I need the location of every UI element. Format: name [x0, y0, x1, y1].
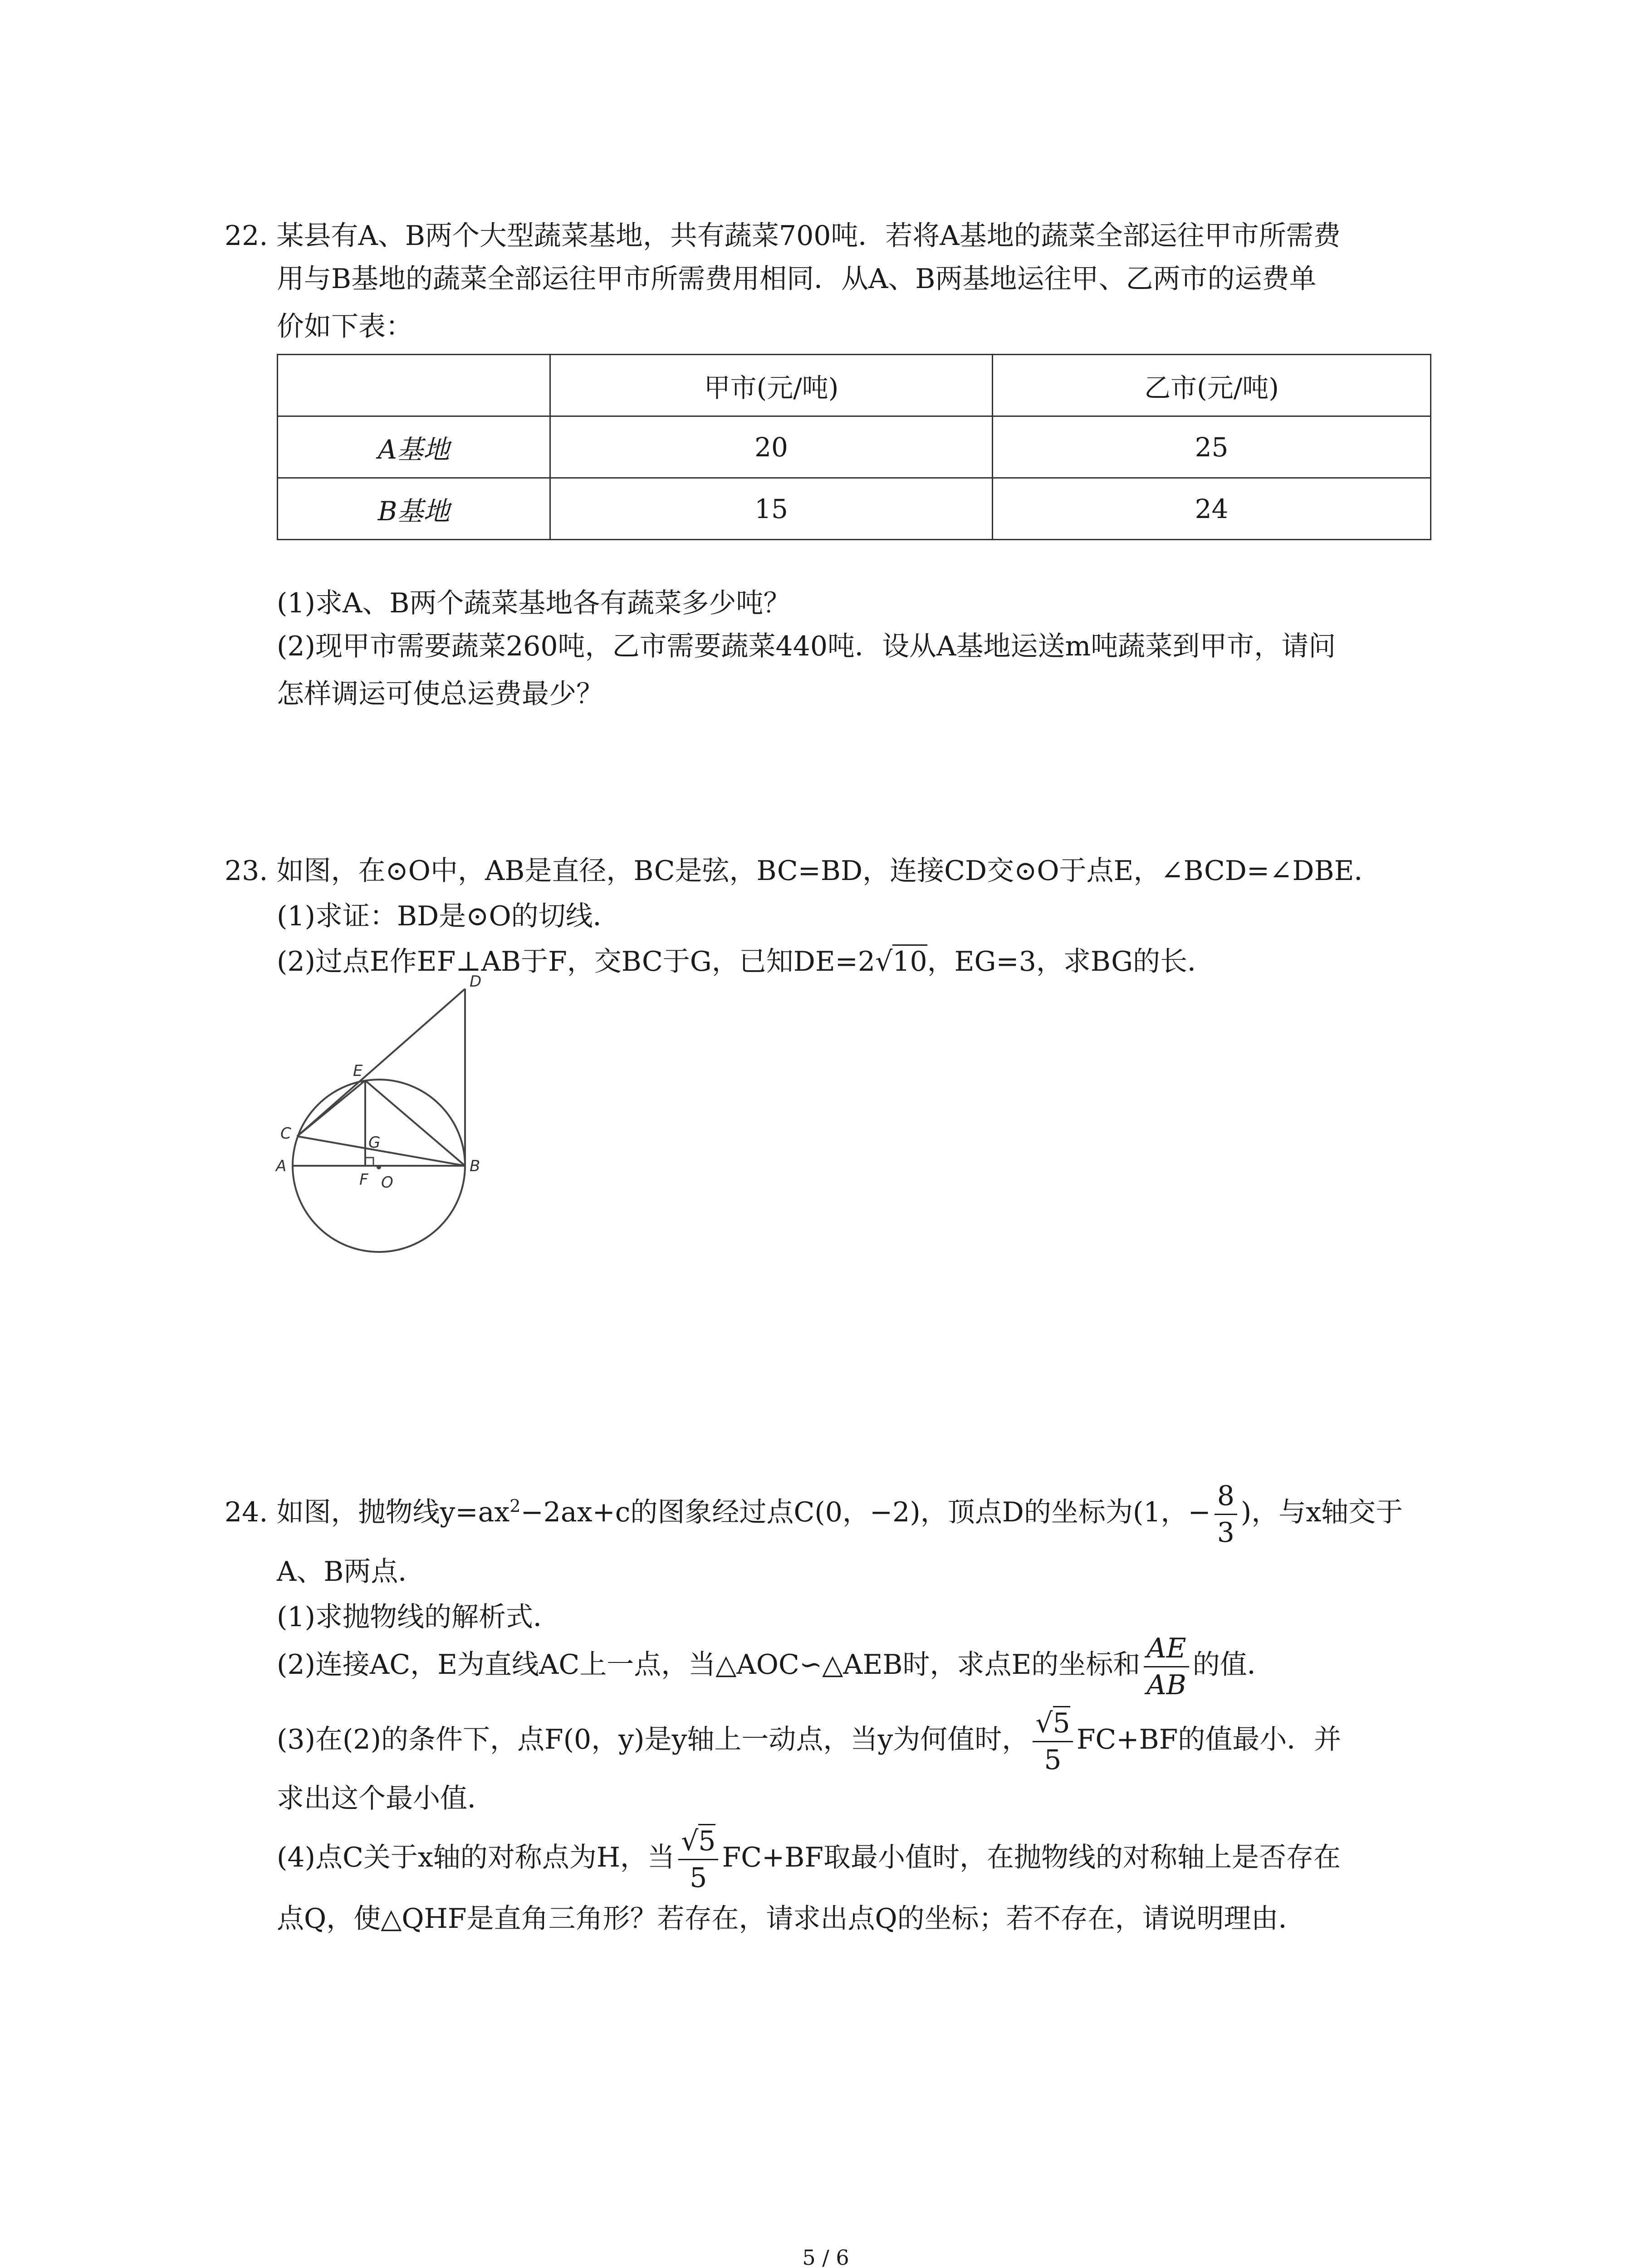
q24-line1-mid: −2ax+c的图象经过点C(0，−2)，顶点D的坐标为(1，− [520, 1496, 1211, 1528]
center-point-o [377, 1165, 381, 1169]
label-g: G [368, 1134, 381, 1152]
q23-line1: 23. 如图，在⊙O中，AB是直径，BC是弦，BC=BD，连接CD交⊙O于点E，∠BCD=∠DBE． [225, 855, 1381, 887]
table-header-cell [278, 355, 550, 416]
table-cell: 15 [550, 478, 993, 540]
q23-part1: (1)求证：BD是⊙O的切线． [277, 900, 620, 932]
table-header-row [278, 355, 1431, 416]
q23-part2-post: ，EG=3，求BG的长． [927, 946, 1215, 978]
q23-part2-pre: (2)过点E作EF⊥AB于F，交BC于G，已知DE=2 [277, 946, 876, 978]
q24-part4 [277, 1819, 1341, 1896]
label-e: E [353, 1062, 363, 1080]
q24-line1-pre: 24. 如图，抛物线y=ax [225, 1496, 510, 1528]
label-c: C [280, 1124, 291, 1143]
table-cell: 25 [993, 416, 1431, 478]
fraction-8-3 [1215, 1478, 1237, 1550]
segment-ce [297, 1080, 365, 1136]
page-number: 5 / 6 [802, 2245, 849, 2268]
q24-part1: (1)求抛物线的解析式． [277, 1601, 560, 1633]
q24-part3b: 求出这个最小值． [277, 1783, 495, 1814]
fraction-denominator: 5 [1044, 1744, 1062, 1776]
q22-line2: 用与B基地的蔬菜全部运往甲市所需费用相同．从A、B两基地运往甲、乙两市的运费单 [277, 263, 1317, 295]
radicand: 5 [1053, 1706, 1070, 1739]
label-o: O [381, 1173, 393, 1192]
label-a: A [276, 1157, 287, 1175]
fraction-numerator: AE [1144, 1631, 1189, 1667]
fraction-sqrt5-5 [678, 1823, 718, 1896]
q22-line1: 22. 某县有A、B两个大型蔬菜基地，共有蔬菜700吨．若将A基地的蔬菜全部运往甲市所需费 [225, 220, 1341, 252]
fraction-numerator: √5 [678, 1823, 718, 1860]
fraction-numerator: 8 [1215, 1478, 1237, 1515]
q22-part2b: 怎样调运可使总运费最少？ [277, 678, 603, 710]
table-cell: A基地 [278, 416, 550, 478]
q24-part2-post: 的值． [1192, 1649, 1274, 1681]
q22-part1: (1)求A、B两个蔬菜基地各有蔬菜多少吨？ [277, 587, 791, 619]
q23-part2 [277, 943, 1215, 980]
fraction-denominator: AB [1146, 1669, 1186, 1701]
fraction-ae-ab [1144, 1631, 1189, 1703]
table-row [278, 416, 1431, 478]
fraction-denominator: 3 [1217, 1516, 1234, 1549]
q24-part3 [277, 1701, 1341, 1778]
table-cell: B基地 [278, 478, 550, 540]
segment-cb [297, 1136, 465, 1166]
freight-table [277, 354, 1431, 540]
fraction-sqrt5-5 [1033, 1706, 1073, 1778]
q22-line3: 价如下表： [277, 311, 413, 342]
circle-geometry-figure [245, 975, 517, 1270]
segment-dc [297, 989, 465, 1136]
table-cell: 24 [993, 478, 1431, 540]
label-b: B [470, 1157, 480, 1175]
q22-part2a: (2)现甲市需要蔬菜260吨，乙市需要蔬菜440吨．设从A基地运送m吨蔬菜到甲市，请问 [277, 631, 1336, 662]
table-header-cell: 甲市(元/吨) [550, 355, 993, 416]
segment-eb [365, 1080, 465, 1166]
radicand: 5 [698, 1824, 715, 1857]
q24-part4b: 点Q，使△QHF是直角三角形？若存在，请求出点Q的坐标；若不存在，请说明理由． [277, 1903, 1306, 1935]
q23-radicand: 10 [892, 944, 927, 978]
q24-exponent: 2 [509, 1496, 521, 1516]
q24-part2 [277, 1628, 1274, 1701]
q24-part3-post: FC+BF的值最小．并 [1076, 1724, 1342, 1755]
table-row [278, 478, 1431, 540]
table-cell: 20 [550, 416, 993, 478]
fraction-denominator: 5 [690, 1862, 707, 1894]
label-d: D [470, 975, 482, 991]
q24-line1 [225, 1470, 1403, 1549]
fraction-numerator: √5 [1033, 1706, 1073, 1742]
label-f: F [359, 1171, 368, 1189]
q24-part3-pre: (3)在(2)的条件下，点F(0，y)是y轴上一动点，当y为何值时， [277, 1724, 1029, 1755]
sqrt-symbol: √10 [875, 943, 927, 980]
table-header-cell: 乙市(元/吨) [993, 355, 1431, 416]
q24-line1-post: )，与x轴交于 [1240, 1496, 1403, 1528]
q24-part4-post: FC+BF取最小值时，在抛物线的对称轴上是否存在 [722, 1842, 1341, 1873]
q24-part2-pre: (2)连接AC，E为直线AC上一点，当△AOC∽△AEB时，求点E的坐标和 [277, 1649, 1141, 1681]
q24-part4-pre: (4)点C关于x轴的对称点为H，当 [277, 1842, 675, 1873]
right-angle-mark [365, 1158, 373, 1166]
q24-line2: A、B两点． [277, 1556, 426, 1588]
